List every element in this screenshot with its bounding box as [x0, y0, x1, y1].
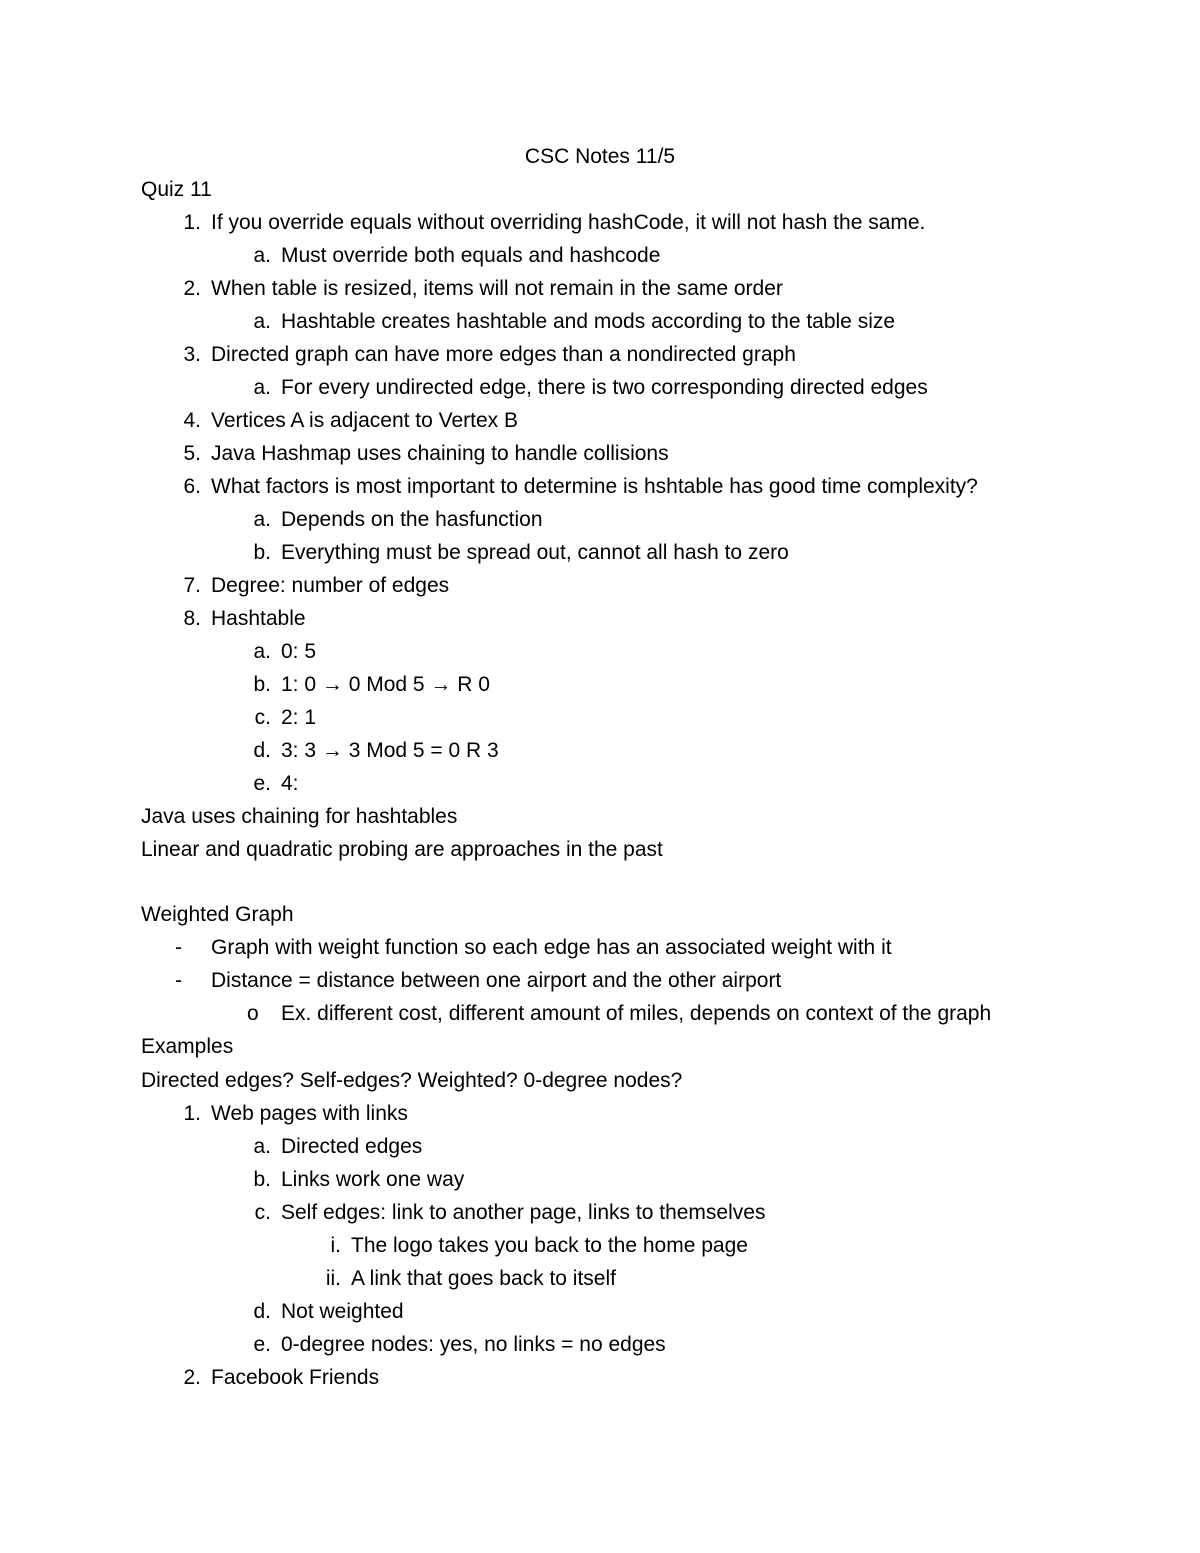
line-text: 2: 1 — [281, 706, 317, 729]
line-text: Directed edges? Self-edges? Weighted? 0-degree nodes? — [141, 1069, 683, 1092]
line-text: Hashtable — [211, 607, 306, 630]
list-marker: 8. — [183, 607, 201, 630]
line-text: Java Hashmap uses chaining to handle collisions — [211, 442, 669, 465]
list-marker: b. — [253, 541, 271, 564]
list-marker: c. — [254, 1201, 271, 1224]
list-marker: a. — [253, 244, 271, 267]
list-marker: 4. — [183, 409, 201, 432]
list-marker: 1. — [183, 1102, 201, 1125]
line-text: Java uses chaining for hashtables — [141, 805, 458, 828]
line-text: Directed graph can have more edges than a nondirected graph — [211, 343, 796, 366]
line-text: Hashtable creates hashtable and mods according to the table size — [281, 310, 896, 333]
line-text: Directed edges — [281, 1135, 423, 1158]
list-marker: 7. — [183, 574, 201, 597]
line-text: Examples — [141, 1035, 234, 1058]
line-text: Distance = distance between one airport and the other airport — [211, 969, 782, 992]
line-text: 1: 0 → 0 Mod 5 → R 0 — [281, 673, 490, 696]
list-marker: 3. — [183, 343, 201, 366]
line-text: Weighted Graph — [141, 903, 294, 926]
line-text: Quiz 11 — [141, 178, 212, 201]
line-text: Web pages with links — [211, 1102, 408, 1125]
list-marker: a. — [253, 376, 271, 399]
list-marker: e. — [253, 1333, 271, 1356]
document-title: CSC Notes 11/5 — [524, 145, 676, 168]
list-marker: - — [175, 969, 182, 992]
line-text: Facebook Friends — [211, 1366, 380, 1389]
list-marker: a. — [253, 640, 271, 663]
list-marker: b. — [253, 673, 271, 696]
list-marker: 6. — [183, 475, 201, 498]
line-text: What factors is most important to determine is hshtable has good time complexity? — [211, 475, 978, 498]
line-text: Degree: number of edges — [211, 574, 450, 597]
line-text: 0-degree nodes: yes, no links = no edges — [281, 1333, 666, 1356]
line-text: Links work one way — [281, 1168, 465, 1191]
list-marker: a. — [253, 1135, 271, 1158]
list-marker: 5. — [183, 442, 201, 465]
line-text: Linear and quadratic probing are approaches in the past — [141, 838, 663, 861]
list-marker: 1. — [183, 211, 201, 234]
list-marker: b. — [253, 1168, 271, 1191]
list-marker: c. — [254, 706, 271, 729]
list-marker: ii. — [325, 1267, 341, 1290]
list-marker: o — [247, 1002, 259, 1025]
line-text: Graph with weight function so each edge has an associated weight with it — [211, 936, 892, 959]
list-marker: d. — [253, 1300, 271, 1323]
line-text: Depends on the hasfunction — [281, 508, 543, 531]
line-text: 4: — [281, 772, 299, 795]
line-text: 3: 3 → 3 Mod 5 = 0 R 3 — [281, 739, 499, 762]
line-text: 0: 5 — [281, 640, 317, 663]
line-text: Ex. different cost, different amount of miles, depends on context of the graph — [281, 1002, 992, 1025]
line-text: Vertices A is adjacent to Vertex B — [211, 409, 519, 432]
line-text: If you override equals without overriding hashCode, it will not hash the same. — [211, 211, 926, 234]
list-marker: - — [175, 936, 182, 959]
line-text: Not weighted — [281, 1300, 404, 1323]
line-text: When table is resized, items will not remain in the same order — [211, 277, 783, 300]
list-marker: a. — [253, 508, 271, 531]
line-text: Everything must be spread out, cannot all hash to zero — [281, 541, 789, 564]
list-marker: a. — [253, 310, 271, 333]
line-text: The logo takes you back to the home page — [351, 1234, 748, 1257]
list-marker: 2. — [183, 1366, 201, 1389]
list-marker: d. — [253, 739, 271, 762]
line-text: A link that goes back to itself — [351, 1267, 616, 1290]
line-text: Self edges: link to another page, links to themselves — [281, 1201, 766, 1224]
list-marker: e. — [253, 772, 271, 795]
list-marker: 2. — [183, 277, 201, 300]
list-marker: i. — [330, 1234, 341, 1257]
line-text: For every undirected edge, there is two corresponding directed edges — [281, 376, 928, 399]
line-text: Must override both equals and hashcode — [281, 244, 661, 267]
